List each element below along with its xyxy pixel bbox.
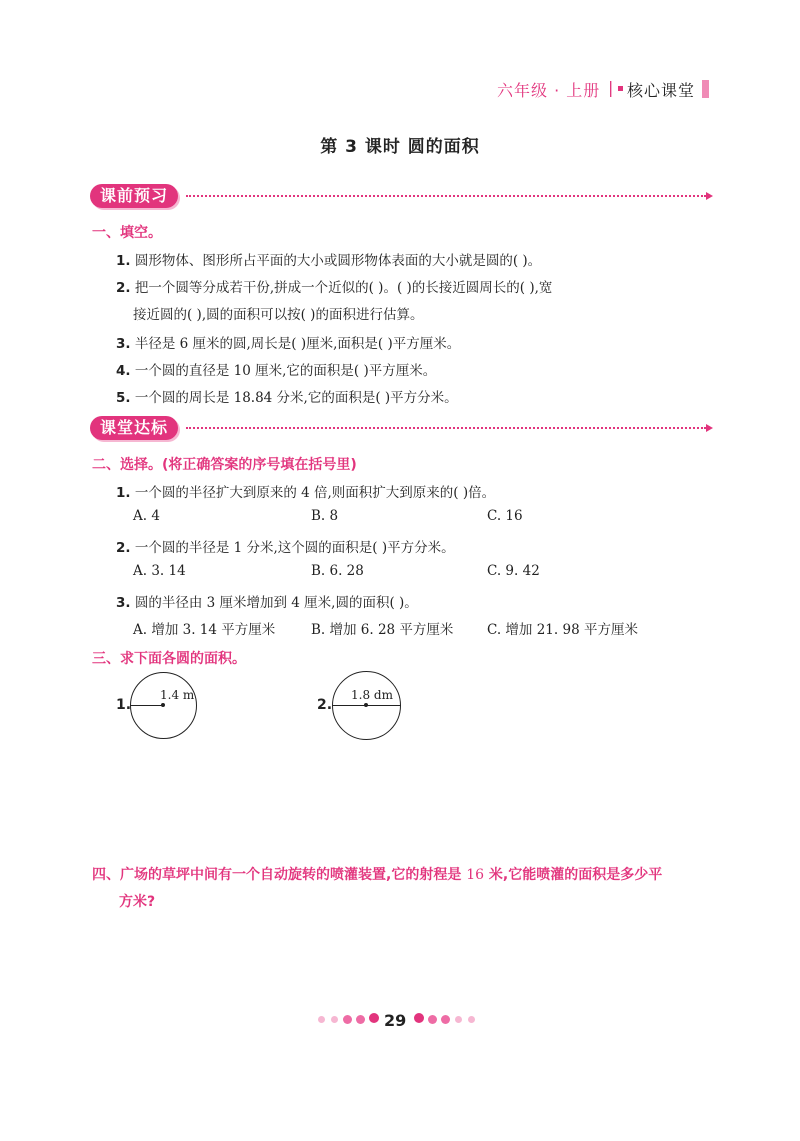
section-divider-dots [186,195,706,197]
option-a: A. 增加 3. 14 平方厘米 [133,622,276,638]
question-number: 4. [116,363,131,379]
circle-1-number: 1. [116,697,132,713]
page-dot-decoration [356,1015,365,1024]
part2-heading: 二、选择。(将正确答案的序号填在括号里) [92,457,357,473]
part2-question-2 [116,536,455,556]
part2-question-3 [116,591,418,611]
page-dot-decoration [414,1013,424,1023]
question-text: 一个圆的周长是 18.84 分米,它的面积是( )平方分米。 [134,390,458,406]
part4-text-suffix: 米,它能喷灌的面积是多少平 [484,867,663,883]
page-dot-decoration [343,1015,352,1024]
question-number: 1. [116,485,131,501]
option-a: A. 4 [133,508,160,524]
question-text: 一个圆的直径是 10 厘米,它的面积是( )平方厘米。 [134,363,437,379]
circle-1-center-dot [161,703,165,707]
part4-question [92,864,662,884]
question-number: 5. [116,390,131,406]
question-number: 1. [116,253,131,269]
part2-question-1 [116,481,495,501]
part1-question-2 [116,276,552,296]
section-badge-classroom: 课堂达标 [90,416,178,440]
option-c: C. 增加 21. 98 平方厘米 [487,622,638,638]
page-dot-decoration [455,1016,462,1023]
part4-text-prefix: 四、广场的草坪中间有一个自动旋转的喷灌装置,它的射程是 [92,867,467,883]
question-number: 3. [116,336,131,352]
part3-heading: 三、求下面各圆的面积。 [92,651,246,667]
circle-2-number: 2. [317,697,333,713]
page-dot-decoration [428,1015,437,1024]
circle-1-label: 1.4 m [160,688,195,702]
question-text: 半径是 6 厘米的圆,周长是( )厘米,面积是( )平方厘米。 [134,336,461,352]
part1-question-1 [116,249,541,269]
circle-2-center-dot [364,703,368,707]
question-text: 圆形物体、图形所占平面的大小或圆形物体表面的大小就是圆的( )。 [134,253,542,269]
question-text: 圆的半径由 3 厘米增加到 4 厘米,圆的面积( )。 [134,595,418,611]
part4-question-cont: 方米? [119,894,156,910]
option-b: B. 增加 6. 28 平方厘米 [311,622,454,638]
question-text: 一个圆的半径扩大到原来的 4 倍,则面积扩大到原来的( )倍。 [134,485,496,501]
part1-question-4 [116,359,436,379]
section-arrow-icon [706,192,713,200]
page-dot-decoration [331,1016,338,1023]
circle-1-radius-line [131,705,164,706]
header-square-icon [618,86,623,91]
circle-2-label: 1.8 dm [351,688,393,702]
option-a: A. 3. 14 [133,563,186,579]
section-arrow-icon [706,424,713,432]
part1-question-3 [116,332,460,352]
page-dot-decoration [369,1013,379,1023]
option-c: C. 16 [487,508,523,524]
part1-heading: 一、填空。 [92,225,162,241]
question-number: 2. [116,540,131,556]
header-bar-decoration [702,80,709,98]
question-number: 3. [116,595,131,611]
part1-question-2-cont: 接近圆的( ),圆的面积可以按( )的面积进行估算。 [133,307,424,323]
header-separator: | [608,78,614,97]
page-dot-decoration [318,1016,325,1023]
header-course: 核心课堂 [627,81,696,100]
page-dot-decoration [468,1016,475,1023]
option-b: B. 8 [311,508,339,524]
lesson-title: 第 3 课时 圆的面积 [320,137,480,157]
section-badge-preview: 课前预习 [90,184,178,208]
part4-range-value: 16 [466,867,485,883]
page-number: 29 [384,1011,407,1030]
option-b: B. 6. 28 [311,563,364,579]
question-text: 把一个圆等分成若干份,拼成一个近似的( )。( )的长接近圆周长的( ),宽 [134,280,553,296]
part1-question-5 [116,386,458,406]
page-dot-decoration [441,1015,450,1024]
question-number: 2. [116,280,131,296]
section-divider-dots [186,427,706,429]
question-text: 一个圆的半径是 1 分米,这个圆的面积是( )平方分米。 [134,540,455,556]
header-grade: 六年级 · 上册 [497,81,601,100]
option-c: C. 9. 42 [487,563,540,579]
